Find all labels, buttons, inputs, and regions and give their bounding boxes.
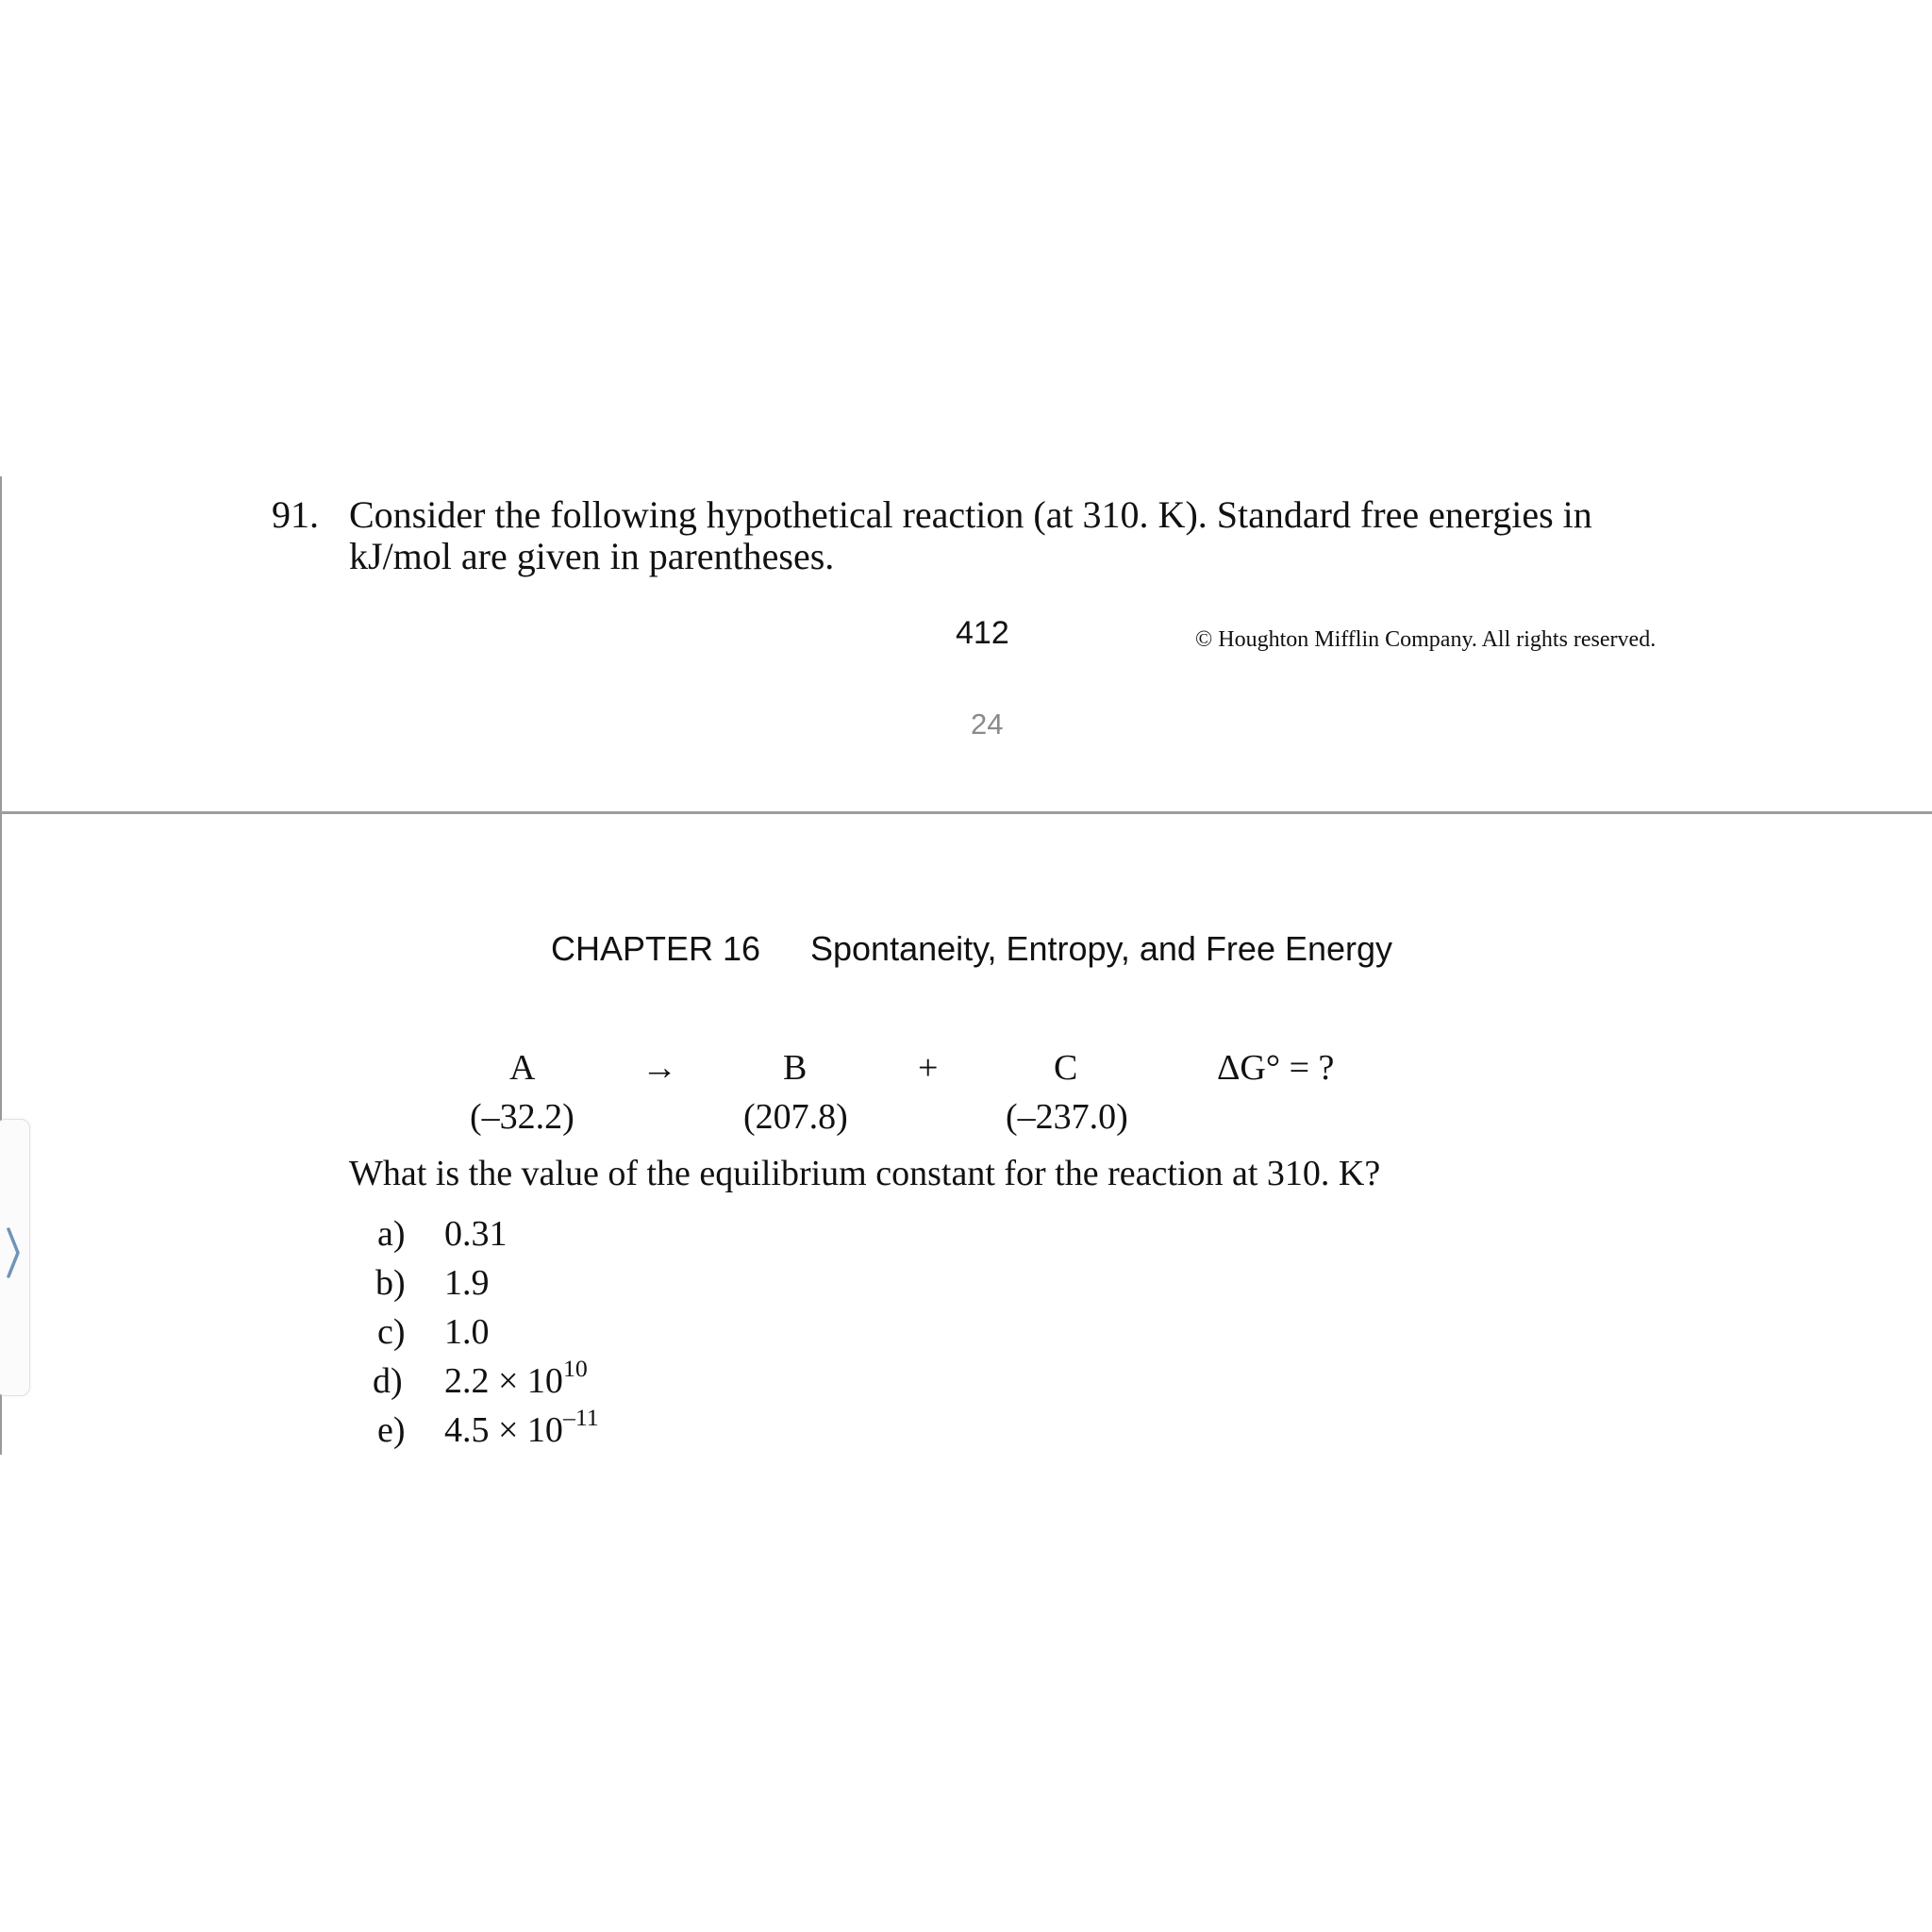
choice-d-base: 2.2 × 10	[444, 1361, 563, 1401]
reaction-reactant: A	[509, 1048, 536, 1088]
chapter-label: CHAPTER 16	[551, 929, 761, 968]
reaction-arrow: →	[641, 1048, 677, 1088]
question-text-line-2: kJ/mol are given in parentheses.	[349, 535, 835, 577]
choice-c-value: 1.0	[444, 1312, 490, 1352]
product-c-free-energy: (–237.0)	[1006, 1097, 1128, 1137]
chevron-right-stroke	[8, 1229, 18, 1276]
choice-e-exponent: –11	[562, 1404, 599, 1432]
reaction-product-c: C	[1054, 1048, 1078, 1088]
copyright-notice: © Houghton Mifflin Company. All rights reserved.	[1195, 627, 1657, 652]
question-text-line-1: Consider the following hypothetical reaction (at 310. K). Standard free energies in	[349, 493, 1592, 536]
question-prompt: What is the value of the equilibrium constant for the reaction at 310. K?	[349, 1154, 1381, 1193]
question-number: 91.	[272, 493, 319, 536]
page-number: 412	[956, 615, 1009, 651]
choice-a-letter: a)	[377, 1214, 406, 1254]
page-divider	[0, 811, 1932, 814]
choice-b-letter: b)	[375, 1263, 406, 1303]
reaction-plus: +	[918, 1048, 939, 1088]
choice-d-letter: d)	[373, 1361, 403, 1401]
choice-e-base: 4.5 × 10	[444, 1410, 563, 1450]
choice-d-value	[444, 1355, 588, 1402]
product-b-free-energy: (207.8)	[743, 1097, 848, 1137]
reaction-delta-g: ΔG° = ?	[1217, 1048, 1335, 1088]
choice-d-exponent: 10	[562, 1355, 588, 1383]
chevron-right-icon[interactable]	[4, 1226, 23, 1279]
page-index: 24	[971, 708, 1004, 741]
choice-e-value	[444, 1404, 599, 1451]
reactant-free-energy: (–32.2)	[470, 1097, 575, 1137]
choice-c-letter: c)	[377, 1312, 406, 1352]
choice-b-value: 1.9	[444, 1263, 490, 1303]
left-margin-rule-top	[0, 476, 2, 813]
choice-e-letter: e)	[377, 1410, 406, 1450]
choice-a-value: 0.31	[444, 1214, 508, 1254]
reaction-product-b: B	[783, 1048, 808, 1088]
chapter-title: Spontaneity, Entropy, and Free Energy	[810, 929, 1393, 968]
